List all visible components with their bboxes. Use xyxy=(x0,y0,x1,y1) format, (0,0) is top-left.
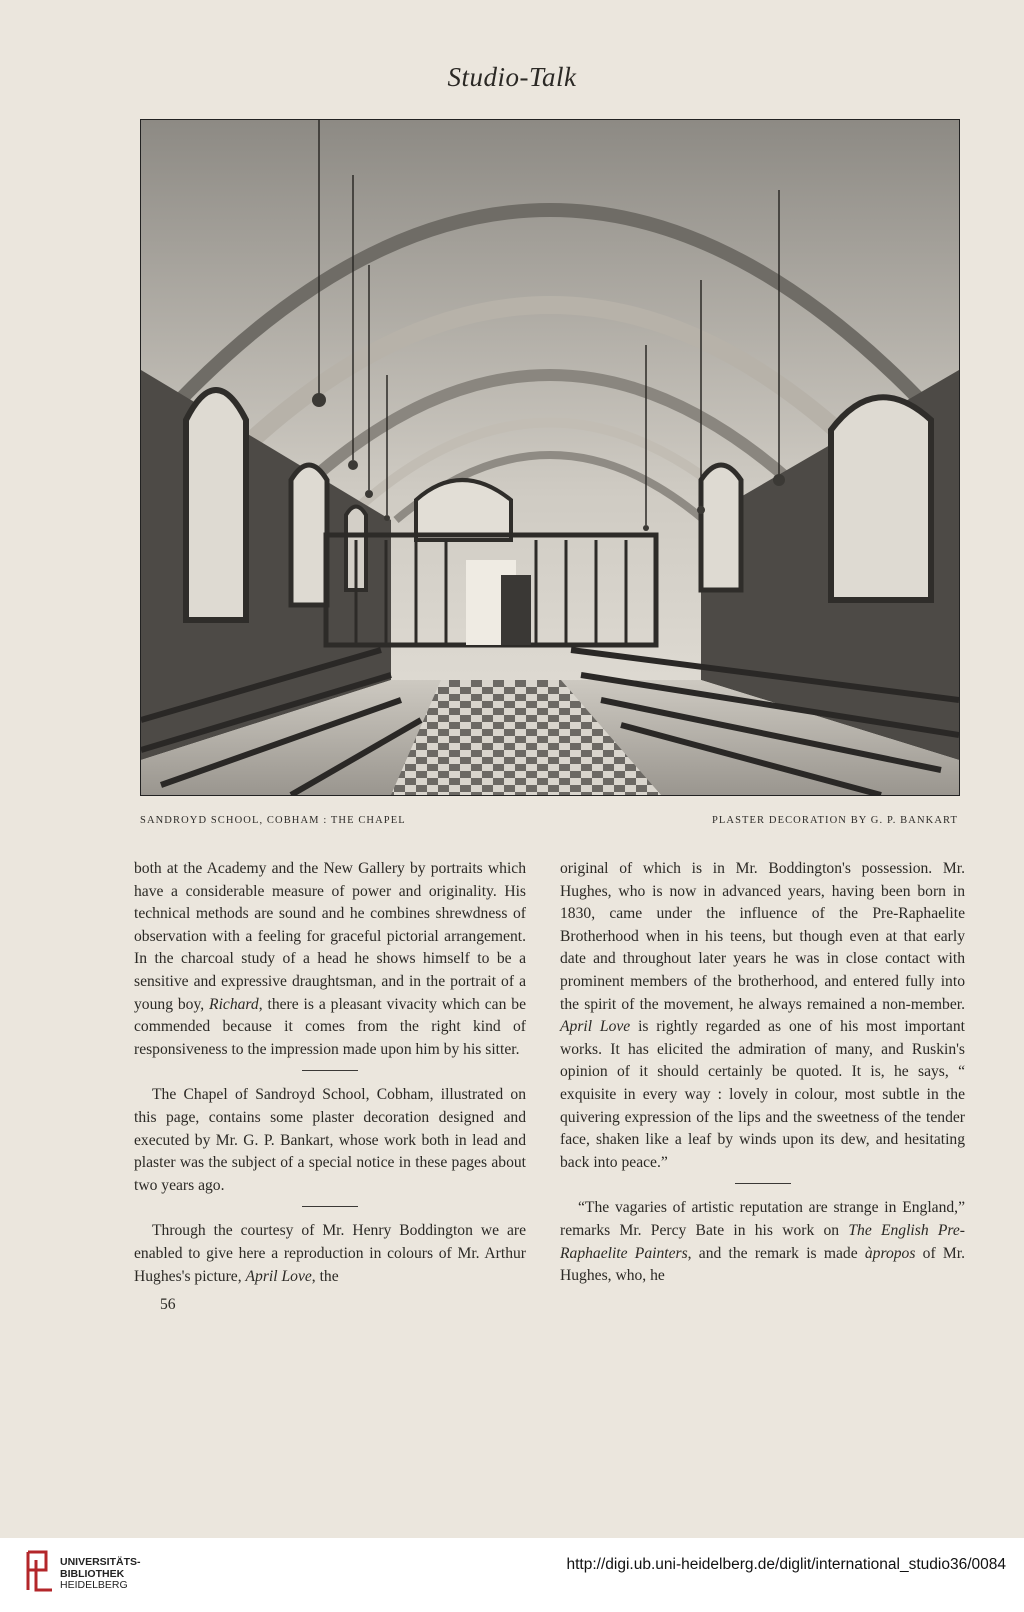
italic-title: April Love xyxy=(245,1267,312,1285)
library-logo-icon xyxy=(24,1548,54,1594)
right-column xyxy=(560,858,965,1288)
paragraph: The Chapel of Sandroyd School, Cobham, illustrated on this page, contains some plaster decoration designed and executed by Mr. G. P. Bankart, whose work both in lead and plaster was the subject of a special notice in these pages about two years ago. xyxy=(134,1086,526,1194)
paragraph: both at the Academy and the New Gallery by portraits which have a considerable measure of power and originality. His technical methods are sound and he combines shrewdness of observation with a feeling for graceful pictorial arrangement. In the charcoal study of a head he shows himself to be a sensitive and expressive draughtsman, and in the portrait of a young boy, Richard, there is a pleasant vivacity which can be commended because it comes from the right kind of responsiveness to the impression made upon him by his sitter. xyxy=(134,860,526,1058)
caption-right: PLASTER DECORATION BY G. P. BANKART xyxy=(711,815,958,826)
source-url-link[interactable]: http://digi.ub.uni-heidelberg.de/diglit/international_studio36/0084 xyxy=(566,1556,1006,1573)
library-logo-text: UNIVERSITÄTS- BIBLIOTHEK HEIDELBERG xyxy=(60,1556,141,1591)
section-divider xyxy=(302,1070,358,1071)
chapel-photograph xyxy=(140,119,960,796)
italic-word: àpropos xyxy=(864,1244,916,1262)
italic-title: April Love xyxy=(560,1018,631,1036)
paragraph: “The vagaries of artistic reputation are strange in England,” remarks Mr. Percy Bate in his work on The English Pre-Raphaelite Painters, and the remark is made àpropos of Mr. Hughes, who, he xyxy=(560,1199,966,1285)
library-footer xyxy=(0,1538,1024,1612)
running-title: Studio-Talk xyxy=(447,62,577,92)
paragraph: Through the courtesy of Mr. Henry Boddington we are enabled to give here a reproduction in colours of Mr. Arthur Hughes's picture, April Love, the xyxy=(134,1222,526,1285)
section-divider xyxy=(302,1206,358,1207)
section-divider xyxy=(735,1183,791,1184)
caption-left: SANDROYD SCHOOL, COBHAM : THE CHAPEL xyxy=(140,815,406,826)
paragraph: original of which is in Mr. Boddington's possession. Mr. Hughes, who is now in advanced years, having been born in 1830, came under the influence of the Pre-Raphaelite Brotherhood when in his teens, but though even at that early date and throughout later years he was in close contact with prominent members of the brotherhood, and entered fully into the spirit of the movement, he always remained a non-member. April Love is rightly regarded as one of his most important works. It has elicited the admiration of many, and Ruskin's opinion of it should certainly be quoted. It is, he says, “ exquisite in every way : lovely in colour, most subtle in the quivering expression of the lips and the sweetness of the tender face, shaken like a leaf by winds upon its dew, and hesitating back into peace.” xyxy=(560,860,965,1171)
left-column xyxy=(134,858,526,1317)
chapel-interior-illustration xyxy=(141,120,959,795)
page-number: 56 xyxy=(160,1296,176,1314)
italic-title: Richard xyxy=(209,995,259,1013)
italic-title: The English Pre-Raphaelite Painters xyxy=(560,1221,966,1262)
